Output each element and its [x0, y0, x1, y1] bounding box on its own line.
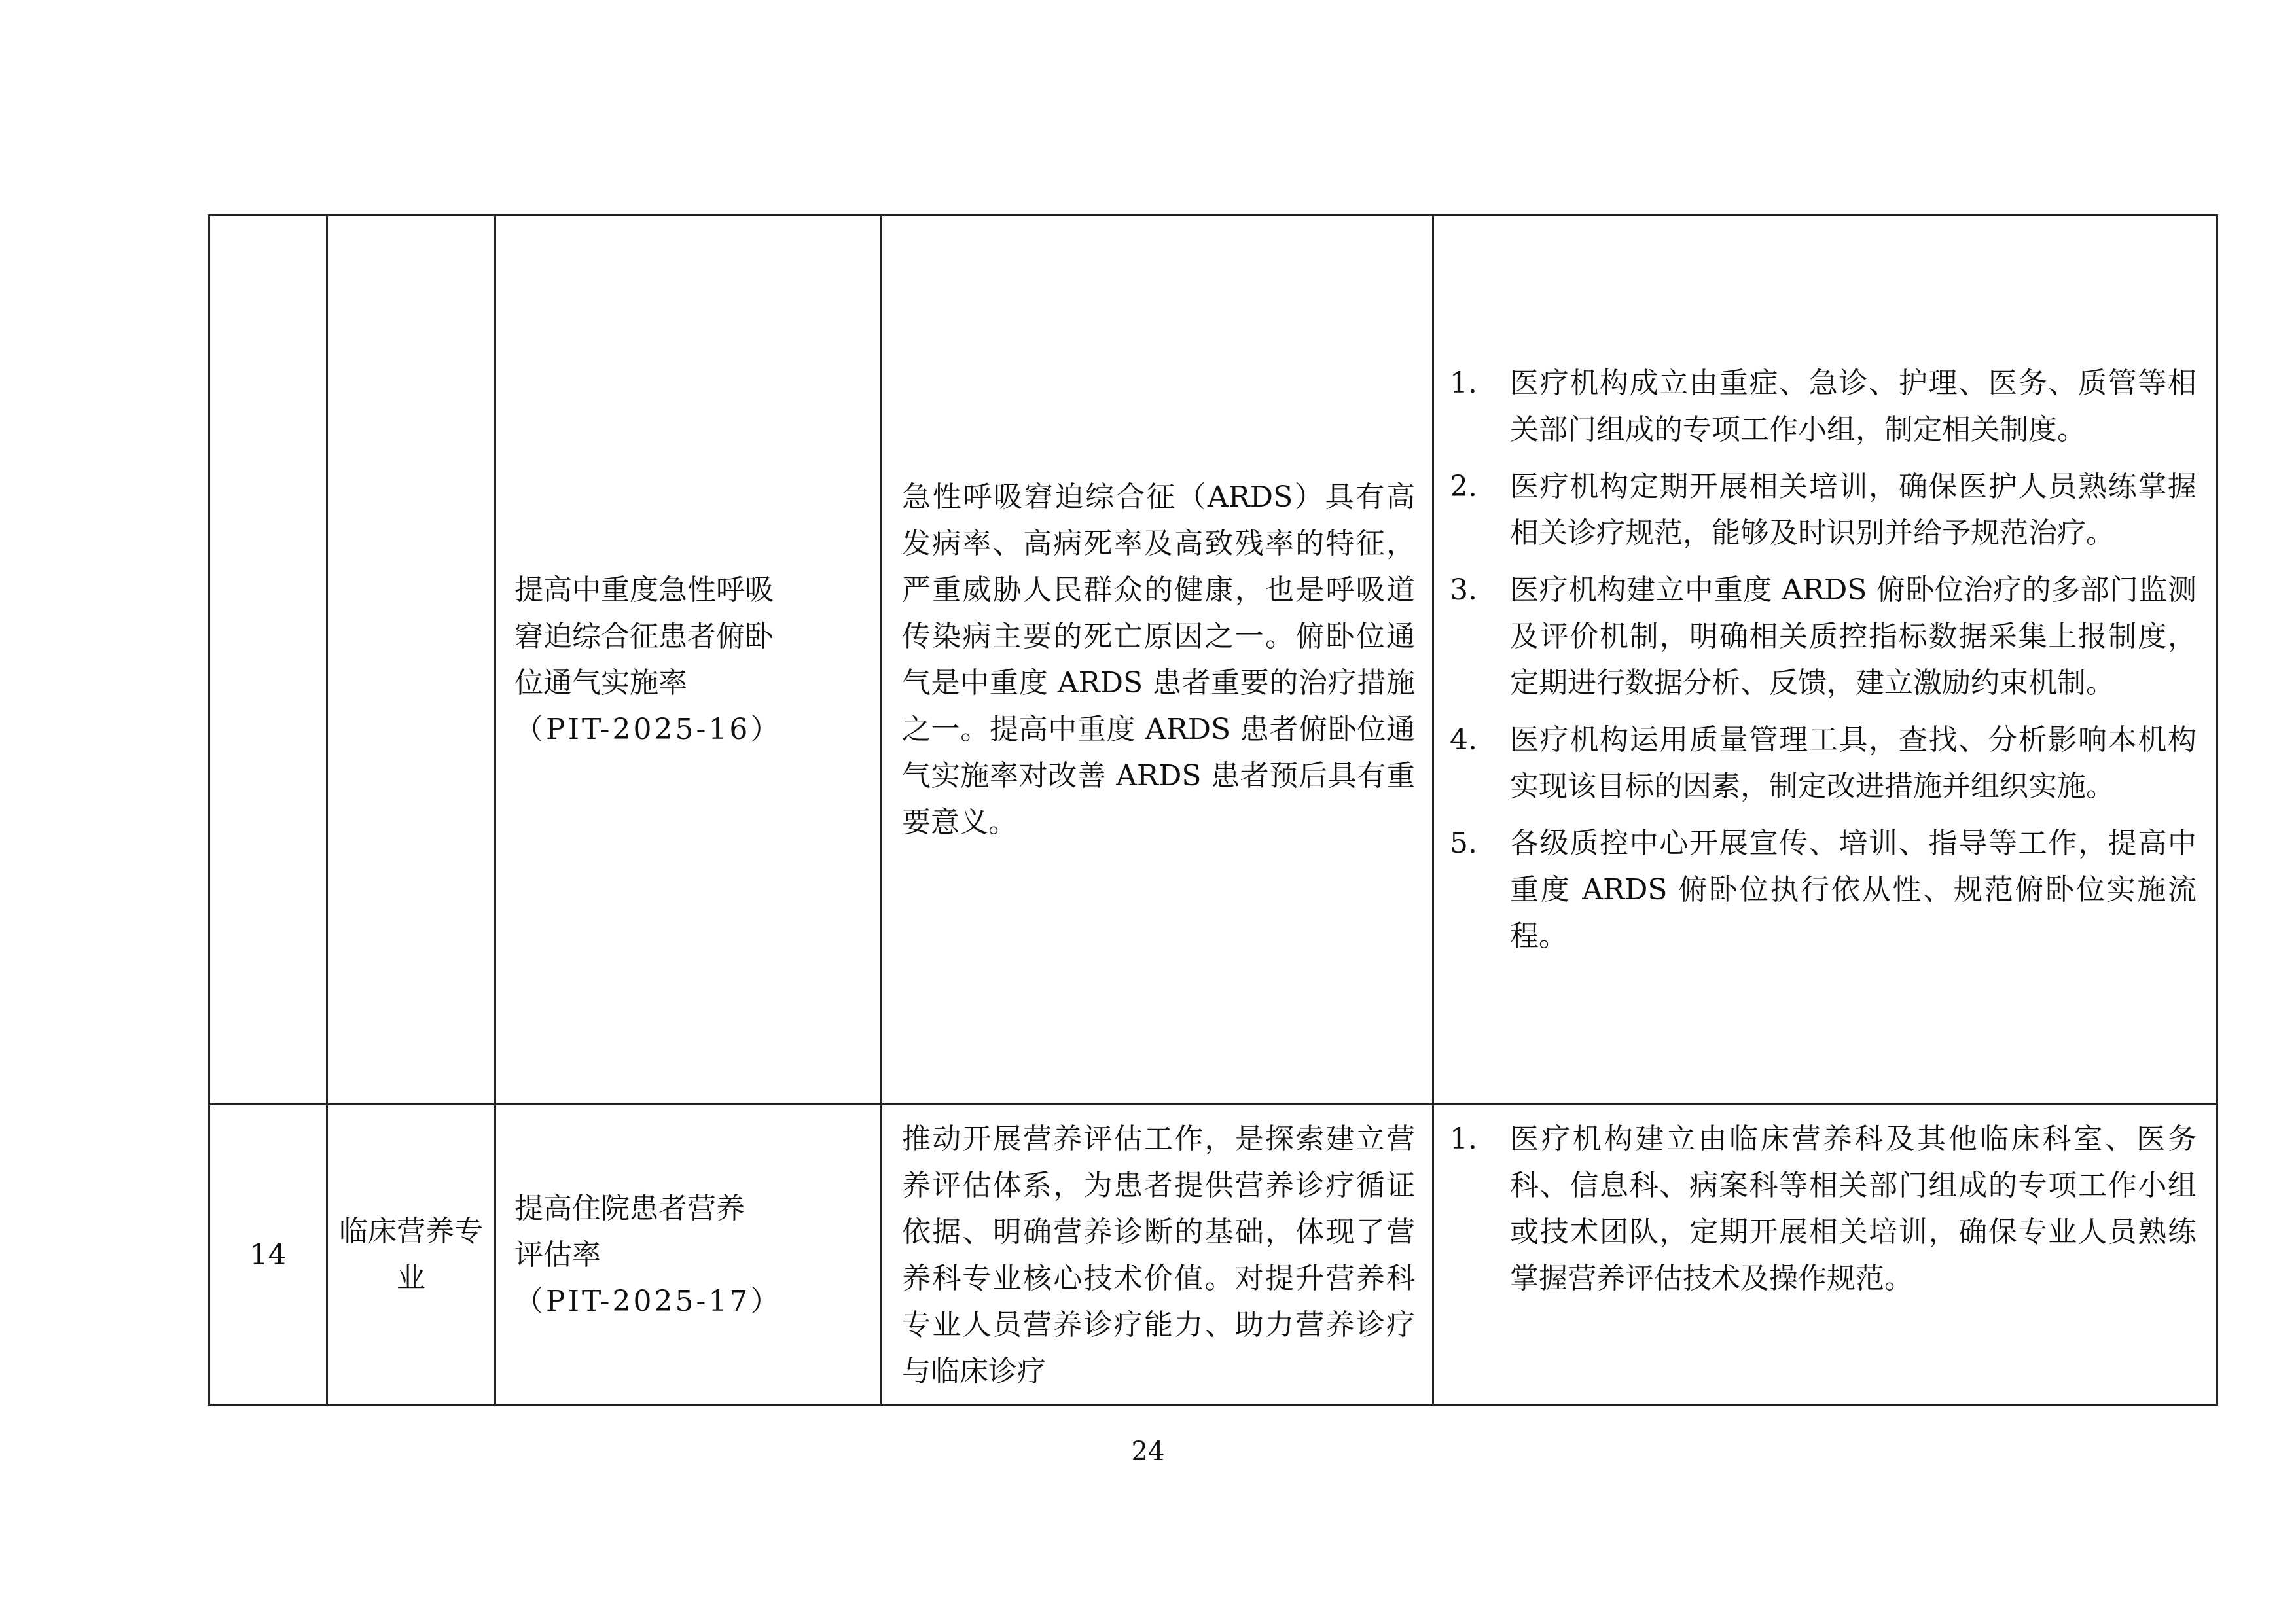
- measures-list: [1450, 1116, 2197, 1302]
- measures-cell: [1433, 1105, 2217, 1405]
- goal-text-line: 提高住院患者营养: [514, 1191, 745, 1225]
- goal-text-line: 提高中重度急性呼吸: [514, 573, 774, 607]
- measure-text: 医疗机构成立由重症、急诊、护理、医务、质管等相关部门组成的专项工作小组，制定相关制度。: [1510, 366, 2197, 446]
- page-number: 24: [1131, 1436, 1165, 1467]
- measure-text: 医疗机构建立由临床营养科及其他临床科室、医务科、信息科、病案科等相关部门组成的专项工作小组或技术团队，定期开展相关培训，确保专业人员熟练掌握营养评估技术及操作规范。: [1510, 1122, 2197, 1295]
- goal-text-line: 评估率: [514, 1238, 601, 1272]
- measure-text: 医疗机构定期开展相关培训，确保医护人员熟练掌握相关诊疗规范，能够及时识别并给予规范治疗。: [1510, 470, 2197, 550]
- table-row: [209, 1105, 2217, 1405]
- goal-text-line: 窘迫综合征患者俯卧: [514, 620, 774, 653]
- measures-list: [1450, 360, 2197, 959]
- measure-item: [1450, 820, 2197, 959]
- goal-code: （PIT-2025-17）: [514, 1284, 782, 1318]
- goal-text-line: 位通气实施率: [514, 666, 687, 700]
- specialty-cell: 临床营养专业: [327, 1105, 495, 1405]
- measure-item: [1450, 717, 2197, 810]
- goal-cell: [495, 1105, 882, 1405]
- table-row: [209, 215, 2217, 1105]
- measure-item: [1450, 360, 2197, 453]
- row-number-cell: 14: [209, 1105, 327, 1405]
- measure-number: 3.: [1450, 573, 1477, 607]
- measure-text: 各级质控中心开展宣传、培训、指导等工作，提高中重度 ARDS 俯卧位执行依从性、规范俯卧位实施流程。: [1510, 827, 2197, 953]
- goal-cell: [495, 215, 882, 1105]
- measure-number: 2.: [1450, 470, 1477, 503]
- measure-text: 医疗机构运用质量管理工具，查找、分析影响本机构实现该目标的因素，制定改进措施并组织实施。: [1510, 723, 2197, 803]
- goal-code: （PIT-2025-16）: [514, 713, 782, 746]
- measure-number: 1.: [1450, 366, 1477, 400]
- specialty-cell: [327, 215, 495, 1105]
- measures-cell: [1433, 215, 2217, 1105]
- measure-number: 4.: [1450, 723, 1477, 757]
- measure-item: [1450, 1116, 2197, 1302]
- measure-item: [1450, 567, 2197, 706]
- measure-number: 5.: [1450, 827, 1477, 860]
- measure-number: 1.: [1450, 1122, 1477, 1156]
- reason-cell: 急性呼吸窘迫综合征（ARDS）具有高发病率、高病死率及高致残率的特征，严重威胁人民群众的健康，也是呼吸道传染病主要的死亡原因之一。俯卧位通气是中重度 ARDS 患者重要的治疗措施之一。提高中重度 ARDS 患者俯卧位通气实施率对改善 ARDS 患者预后具有重要意义。: [882, 215, 1433, 1105]
- row-number-cell: [209, 215, 327, 1105]
- measure-item: [1450, 463, 2197, 556]
- goals-table: [208, 214, 2218, 1406]
- reason-cell: 推动开展营养评估工作，是探索建立营养评估体系，为患者提供营养诊疗循证依据、明确营养诊断的基础，体现了营养科专业核心技术价值。对提升营养科专业人员营养诊疗能力、助力营养诊疗与临床诊疗: [882, 1105, 1433, 1405]
- measure-text: 医疗机构建立中重度 ARDS 俯卧位治疗的多部门监测及评价机制，明确相关质控指标数据采集上报制度，定期进行数据分析、反馈，建立激励约束机制。: [1510, 573, 2197, 700]
